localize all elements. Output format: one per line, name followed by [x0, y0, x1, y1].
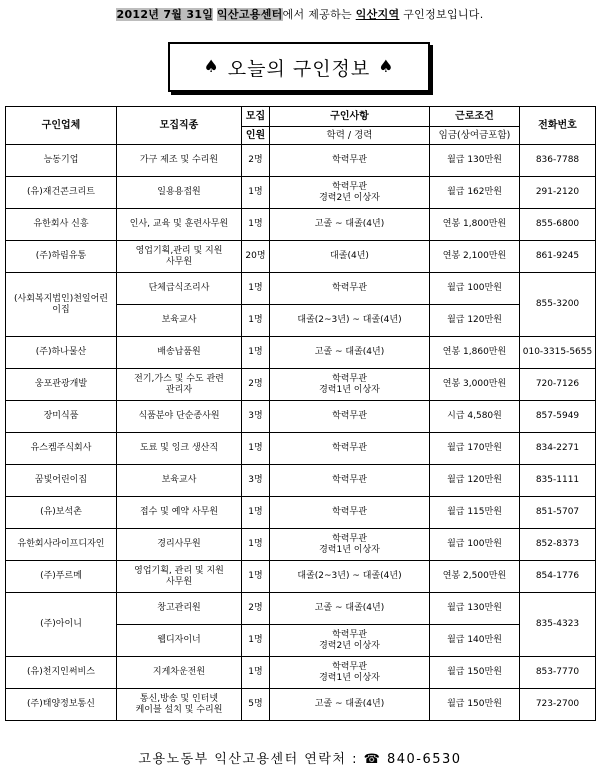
wage-cell: 시급 4,580원 [430, 401, 520, 433]
wage-cell: 월급 130만원 [430, 593, 520, 625]
requirement-cell: 학력무관 경력1년 이상자 [270, 369, 430, 401]
count-cell: 1명 [242, 337, 270, 369]
table-row [6, 177, 596, 209]
count-cell: 1명 [242, 209, 270, 241]
wage-cell: 월급 120만원 [430, 465, 520, 497]
wage-cell: 연봉 3,000만원 [430, 369, 520, 401]
job-table [5, 106, 596, 721]
company-cell: 꿈빛어린이집 [6, 465, 117, 497]
requirement-cell: 학력무관 [270, 401, 430, 433]
count-cell: 1명 [242, 177, 270, 209]
job-cell: 전기,가스 및 수도 관련 관리자 [117, 369, 242, 401]
wage-cell: 연봉 2,500만원 [430, 561, 520, 593]
count-cell: 1명 [242, 561, 270, 593]
page-title [168, 42, 430, 92]
requirement-cell: 학력무관 [270, 465, 430, 497]
table-row [6, 529, 596, 561]
phone-cell: 834-2271 [520, 433, 596, 465]
requirement-cell: 고졸 ~ 대졸(4년) [270, 337, 430, 369]
table-row [6, 561, 596, 593]
count-cell: 20명 [242, 241, 270, 273]
header-conditions: 근로조건 [430, 107, 520, 127]
table-row [6, 337, 596, 369]
wage-cell: 월급 140만원 [430, 625, 520, 657]
company-cell: (유)천지인써비스 [6, 657, 117, 689]
phone-cell: 853-7770 [520, 657, 596, 689]
job-cell: 통신,방송 및 인터넷 케이블 설치 및 수리원 [117, 689, 242, 721]
requirement-cell: 학력무관 경력2년 이상자 [270, 625, 430, 657]
phone-cell: 851-5707 [520, 497, 596, 529]
footer-contact [0, 748, 600, 767]
phone-cell: 836-7788 [520, 145, 596, 177]
job-cell: 단체급식조리사 [117, 273, 242, 305]
phone-cell: 857-5949 [520, 401, 596, 433]
count-cell: 3명 [242, 465, 270, 497]
table-row [6, 465, 596, 497]
wage-cell: 월급 150만원 [430, 689, 520, 721]
wage-cell: 연봉 1,860만원 [430, 337, 520, 369]
count-cell: 1명 [242, 433, 270, 465]
count-cell: 1명 [242, 625, 270, 657]
requirement-cell: 학력무관 경력2년 이상자 [270, 177, 430, 209]
table-row [6, 497, 596, 529]
header-job: 모집직종 [117, 107, 242, 145]
company-cell: 장미식품 [6, 401, 117, 433]
notice-date: 2012년 7월 31일 [116, 8, 214, 21]
notice-mid: 에서 제공하는 [282, 8, 356, 21]
spade-icon: ♠ [378, 57, 395, 77]
wage-cell: 월급 150만원 [430, 657, 520, 689]
header-recruit-top: 모집 [242, 107, 270, 127]
job-cell: 지게차운전원 [117, 657, 242, 689]
count-cell: 5명 [242, 689, 270, 721]
job-cell: 영업기획,관리 및 지원 사무원 [117, 241, 242, 273]
table-row [6, 401, 596, 433]
requirement-cell: 대졸(4년) [270, 241, 430, 273]
notice-end: 구인정보입니다. [399, 8, 484, 21]
header-wage: 임금(상여금포함) [430, 127, 520, 145]
job-cell: 배송납품원 [117, 337, 242, 369]
phone-cell: 723-2700 [520, 689, 596, 721]
requirement-cell: 학력무관 경력1년 이상자 [270, 529, 430, 561]
header-phone: 전화번호 [520, 107, 596, 145]
phone-cell: 861-9245 [520, 241, 596, 273]
header-education: 학력 / 경력 [270, 127, 430, 145]
notice-region: 익산지역 [355, 8, 400, 21]
job-cell: 영업기획, 관리 및 지원 사무원 [117, 561, 242, 593]
wage-cell: 연봉 2,100만원 [430, 241, 520, 273]
requirement-cell: 대졸(2~3년) ~ 대졸(4년) [270, 305, 430, 337]
count-cell: 1명 [242, 305, 270, 337]
table-header-row [6, 107, 596, 127]
job-cell: 경리사무원 [117, 529, 242, 561]
notice-center: 익산고용센터 [217, 8, 283, 21]
wage-cell: 월급 170만원 [430, 433, 520, 465]
table-row [6, 369, 596, 401]
company-cell: (주)푸르메 [6, 561, 117, 593]
requirement-cell: 고졸 ~ 대졸(4년) [270, 689, 430, 721]
table-row [6, 273, 596, 305]
page-title-text: 오늘의 구인정보 [227, 57, 371, 80]
job-cell: 창고관리원 [117, 593, 242, 625]
notice-line [0, 6, 600, 22]
requirement-cell: 학력무관 [270, 273, 430, 305]
company-cell: 유한회사 신흥 [6, 209, 117, 241]
company-cell: (주)태양정보통신 [6, 689, 117, 721]
requirement-cell: 학력무관 경력1년 이상자 [270, 657, 430, 689]
wage-cell: 월급 115만원 [430, 497, 520, 529]
wage-cell: 월급 162만원 [430, 177, 520, 209]
count-cell: 1명 [242, 657, 270, 689]
header-requirements: 구인사항 [270, 107, 430, 127]
header-recruit-bottom: 인원 [242, 127, 270, 145]
phone-cell: 852-8373 [520, 529, 596, 561]
table-row [6, 689, 596, 721]
wage-cell: 연봉 1,800만원 [430, 209, 520, 241]
phone-cell: 291-2120 [520, 177, 596, 209]
wage-cell: 월급 100만원 [430, 529, 520, 561]
count-cell: 3명 [242, 401, 270, 433]
job-cell: 웹디자이너 [117, 625, 242, 657]
job-cell: 인사, 교육 및 훈련사무원 [117, 209, 242, 241]
job-cell: 가구 제조 및 수리원 [117, 145, 242, 177]
requirement-cell: 고졸 ~ 대졸(4년) [270, 593, 430, 625]
count-cell: 2명 [242, 593, 270, 625]
phone-cell: 835-4323 [520, 593, 596, 657]
job-cell: 일용용접원 [117, 177, 242, 209]
header-company: 구인업체 [6, 107, 117, 145]
phone-cell: 854-1776 [520, 561, 596, 593]
count-cell: 1명 [242, 529, 270, 561]
company-cell: (주)하림유통 [6, 241, 117, 273]
company-cell: (사회복지법인)천일어린 이집 [6, 273, 117, 337]
table-row [6, 209, 596, 241]
count-cell: 1명 [242, 497, 270, 529]
company-cell: 웅포관광개발 [6, 369, 117, 401]
requirement-cell: 대졸(2~3년) ~ 대졸(4년) [270, 561, 430, 593]
company-cell: 유스켐주식회사 [6, 433, 117, 465]
table-row [6, 145, 596, 177]
phone-cell: 855-6800 [520, 209, 596, 241]
company-cell: (유)보석촌 [6, 497, 117, 529]
footer-phone: 840-6530 [386, 752, 462, 767]
company-cell: (주)하나물산 [6, 337, 117, 369]
table-row [6, 241, 596, 273]
job-cell: 보육교사 [117, 305, 242, 337]
table-row [6, 593, 596, 625]
spade-icon: ♠ [203, 57, 220, 77]
company-cell: (주)아이니 [6, 593, 117, 657]
requirement-cell: 고졸 ~ 대졸(4년) [270, 209, 430, 241]
company-cell: (유)재건콘크리트 [6, 177, 117, 209]
phone-cell: 010-3315-5655 [520, 337, 596, 369]
requirement-cell: 학력무관 [270, 433, 430, 465]
table-body [6, 145, 596, 721]
telephone-icon: ☎ [363, 752, 382, 767]
count-cell: 1명 [242, 273, 270, 305]
count-cell: 2명 [242, 145, 270, 177]
phone-cell: 835-1111 [520, 465, 596, 497]
wage-cell: 월급 100만원 [430, 273, 520, 305]
wage-cell: 월급 130만원 [430, 145, 520, 177]
footer-label: 고용노동부 익산고용센터 연락처 : [138, 752, 358, 767]
company-cell: 능동기업 [6, 145, 117, 177]
phone-cell: 720-7126 [520, 369, 596, 401]
company-cell: 유한회사라이프디자인 [6, 529, 117, 561]
requirement-cell: 학력무관 [270, 497, 430, 529]
count-cell: 2명 [242, 369, 270, 401]
job-cell: 접수 및 예약 사무원 [117, 497, 242, 529]
job-cell: 보육교사 [117, 465, 242, 497]
table-row [6, 657, 596, 689]
requirement-cell: 학력무관 [270, 145, 430, 177]
phone-cell: 855-3200 [520, 273, 596, 337]
job-cell: 도료 및 잉크 생산직 [117, 433, 242, 465]
job-cell: 식품분야 단순종사원 [117, 401, 242, 433]
table-row [6, 433, 596, 465]
wage-cell: 월급 120만원 [430, 305, 520, 337]
